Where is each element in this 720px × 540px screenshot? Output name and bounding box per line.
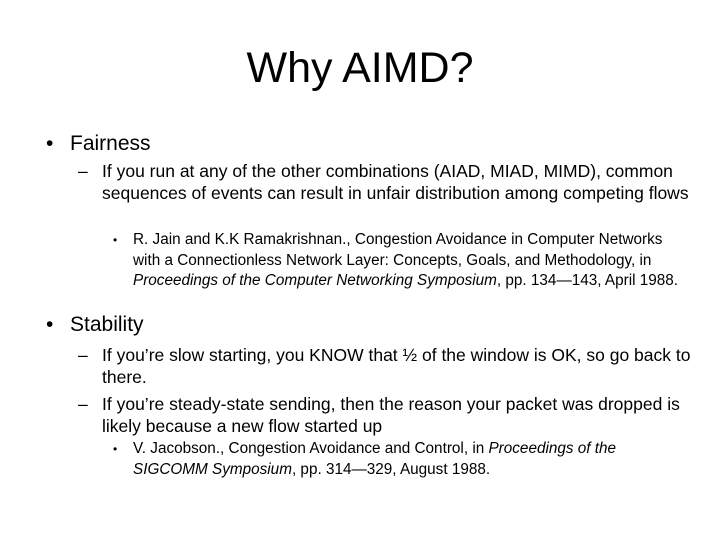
reference-jacobson [113,439,688,480]
slide-title: Why AIMD? [246,44,474,92]
dash-marker: – [78,394,88,414]
subpoint-stability-steady-state [78,393,692,437]
subpoint-stability-slow-start [78,344,692,388]
subpoint-text: If you’re steady-state sending, then the reason your packet was dropped is likely because a new flow started up [102,394,680,436]
reference-text [133,230,688,292]
reference-text [133,439,688,480]
subpoint-text: If you run at any of the other combinations (AIAD, MIAD, MIMD), common sequences of events can result in unfair distribution among competing flows [102,161,689,203]
reference-venue: Proceedings of the Computer Networking Symposium [133,272,497,289]
dash-marker: – [78,161,88,181]
reference-venue: Proceedings of the SIGCOMM Symposium [133,440,617,478]
subpoint-fairness-combinations [78,160,692,204]
reference-jain [113,230,688,292]
dash-marker: – [78,345,88,365]
subpoint-text: If you’re slow starting, you KNOW that ½ of the window is OK, so go back to there. [102,345,691,387]
reference-citation: R. Jain and K.K Ramakrishnan., Congestion Avoidance in Computer Networks with a Connectionless Network Layer: Concepts, Goals, and Methodology, in [133,231,663,269]
reference-details: , pp. 314—329, August 1988. [291,460,491,478]
reference-details: , pp. 134—143, April 1988. [496,272,679,289]
bullet-marker: • [46,132,54,155]
bullet-marker: • [113,233,118,247]
bullet-fairness [46,132,690,156]
bullet-marker: • [46,313,54,336]
section-heading-fairness: Fairness [70,132,151,155]
bullet-stability [46,313,690,337]
bullet-marker: • [113,442,118,456]
reference-citation: V. Jacobson., Congestion Avoidance and Control, in [133,440,489,457]
section-heading-stability: Stability [70,313,144,336]
